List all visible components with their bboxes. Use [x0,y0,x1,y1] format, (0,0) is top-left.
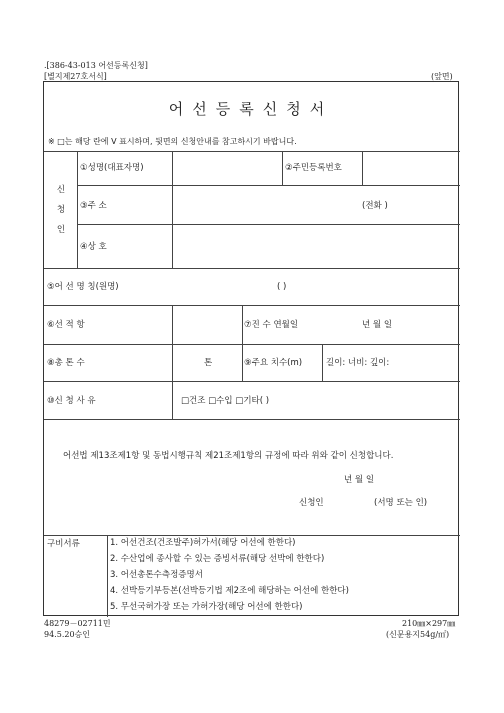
applicant-signature-label: 신청인 [299,498,324,508]
document-item: 3. 어선총톤수측정증명서 [110,570,203,580]
dimensions-values: 길이: 너비: 깊이: [326,358,390,368]
phone-label: (전화 ) [362,201,388,211]
column-line [242,305,243,381]
document-item: 5. 무선국허가장 또는 가허가장(해당 어선에 한한다) [110,602,303,612]
divider [44,381,460,382]
column-line [322,344,323,381]
divider [77,224,460,225]
tonnage-unit: 톤 [204,358,213,368]
column-line [77,151,78,268]
application-reason-options[interactable]: □건조 □수입 □기타( ) [181,396,270,406]
footer-form-number: 48279－02711민 [44,619,111,628]
notice-text: ※ □는 해당 란에 V 표시하며, 뒷면의 신청안내를 참고하시기 바랍니다. [48,137,297,146]
divider [44,305,460,306]
footer-paper-size: 210㎜×297㎜ [402,619,456,628]
footer-approval-date: 94.5.20승인 [44,630,90,639]
ship-name-original: ( ) [277,282,287,292]
applicant-label: 신 청 인 [56,185,66,235]
page-side-label: (앞면) [431,72,453,81]
footer-paper-type: (신문용지54g/㎡) [386,630,450,639]
dimensions-label: ⑨주요 치수(m) [244,358,303,368]
signature-or-seal: (서명 또는 인) [374,498,428,508]
launch-date-label: ⑦진 수 연월일 [244,320,299,330]
required-documents-label: 구비서류 [47,539,80,549]
registration-number-label: ②주민등록번호 [285,163,342,173]
document-item: 2. 수산업에 종사할 수 있는 증빙서류(해당 선박에 한한다) [110,554,325,564]
column-line [172,305,173,419]
document-item: 4. 선박등기부등본(선박등기법 제2조에 해당하는 어선에 한한다) [110,586,349,596]
divider [44,419,460,420]
home-port-label: ⑥선 적 항 [47,320,85,330]
divider [44,151,460,152]
column-line [172,151,173,268]
launch-date-value: 년 월 일 [362,320,393,330]
divider [44,344,460,345]
declaration-date: 년 월 일 [344,475,375,485]
form-reference: [별지제27호서식] [44,72,107,81]
application-form [43,81,459,616]
gross-tonnage-label: ⑧총 톤 수 [47,358,85,368]
document-item: 1. 어선건조(건조발주)허가서(해당 어선에 한한다) [110,538,296,548]
form-title: 어선등록신청서 [168,100,334,118]
divider [77,185,460,186]
address-label: ③주 소 [80,201,107,211]
column-line [362,151,363,185]
column-line [107,535,108,617]
column-line [282,151,283,185]
ship-name-label: ⑤어 선 명 칭(원명) [47,282,119,292]
name-label: ①성명(대표자명) [80,163,144,173]
form-code: .[386-43-013 어선등록신청] [44,61,148,70]
application-reason-label: ⑩신 청 사 유 [47,396,96,406]
declaration-statement: 어선법 제13조제1항 및 동법시행규칙 제21조제1항의 규정에 따라 위와 같이 신청합니다. [63,451,394,461]
divider [44,268,460,269]
company-label: ④상 호 [80,242,107,252]
